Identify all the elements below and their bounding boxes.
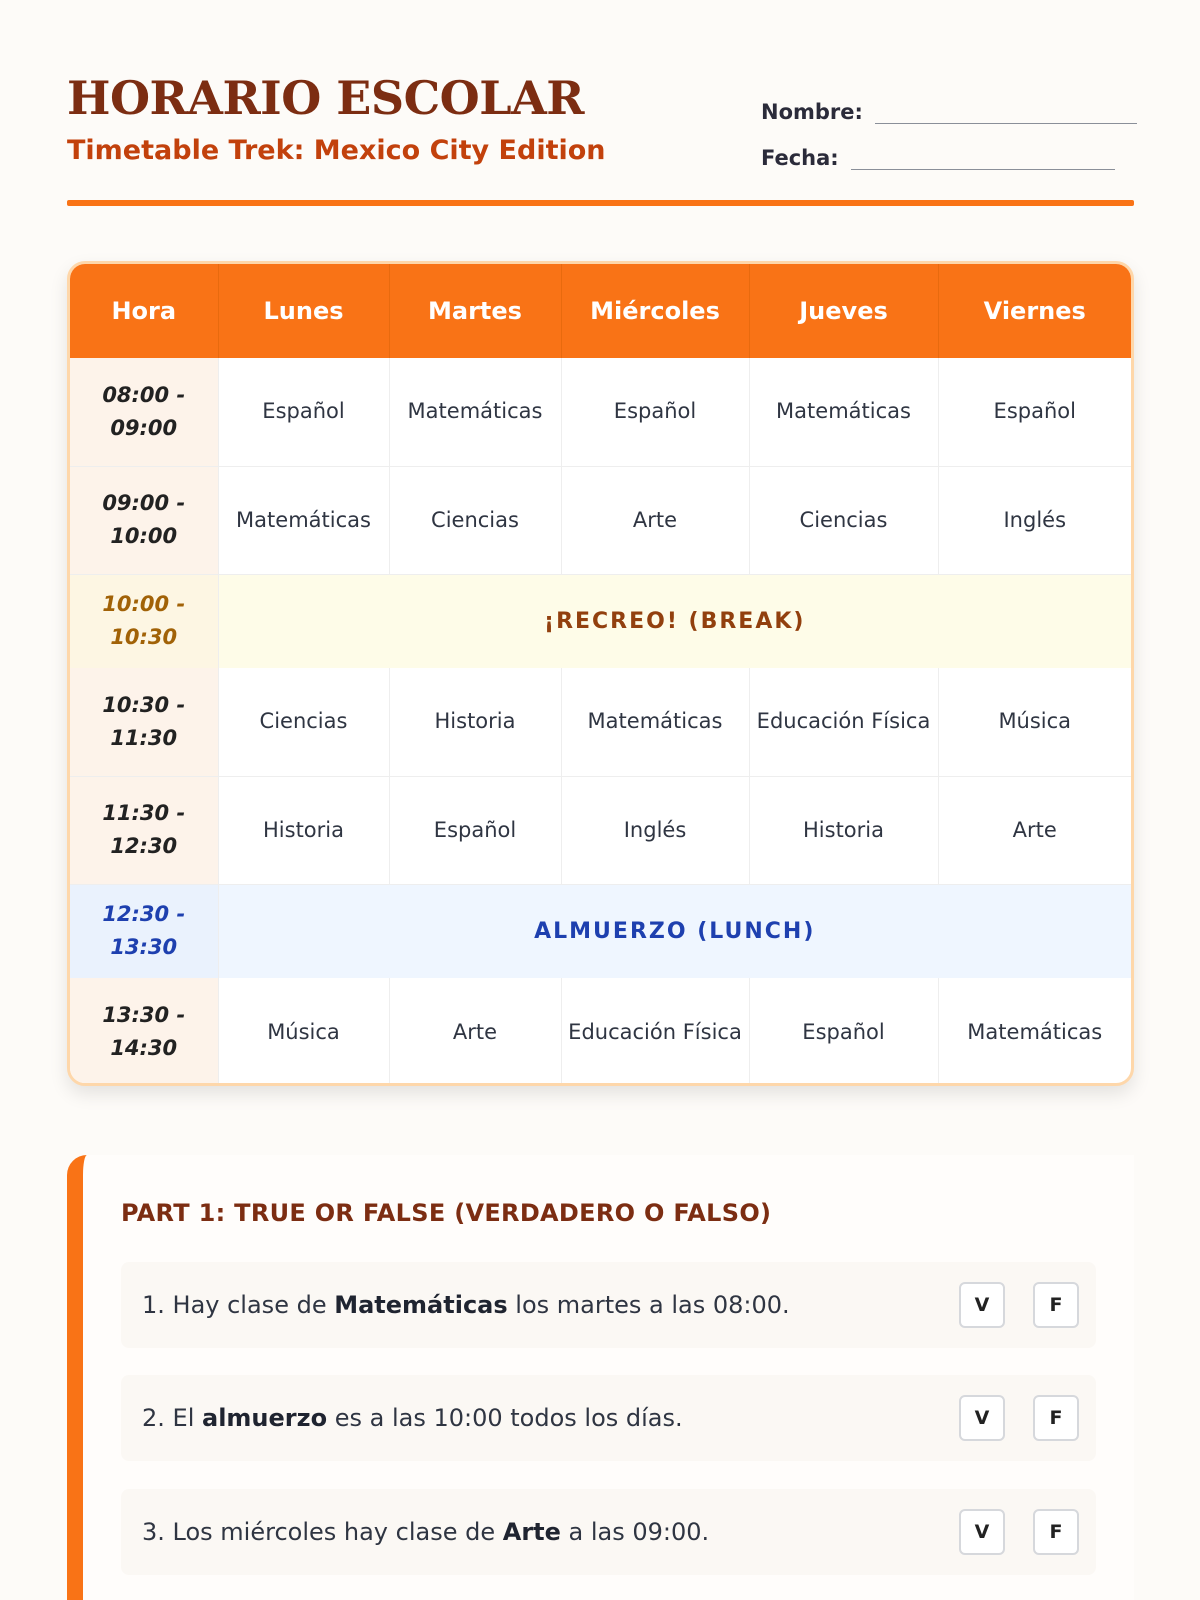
- time-cell: [70, 776, 218, 884]
- table-row: [70, 776, 1131, 884]
- time-cell: [70, 358, 218, 466]
- subject-cell: Ciencias: [749, 466, 938, 574]
- name-label: Nombre:: [761, 100, 863, 124]
- table-row: [70, 978, 1131, 1086]
- column-header-miercoles: Miércoles: [561, 264, 749, 358]
- subject-cell: Ciencias: [389, 466, 561, 574]
- date-input-line[interactable]: [851, 140, 1115, 170]
- header-divider: [67, 200, 1134, 206]
- lunch-banner: ALMUERZO (LUNCH): [218, 884, 1131, 978]
- subject-cell: Matemáticas: [389, 358, 561, 466]
- question-item: [121, 1262, 1096, 1348]
- break-banner: ¡RECREO! (BREAK): [218, 574, 1131, 668]
- false-checkbox[interactable]: F: [1033, 1395, 1079, 1441]
- timetable: [67, 261, 1134, 1086]
- subject-cell: Español: [938, 358, 1131, 466]
- time-start: 09:00 -: [102, 491, 186, 515]
- false-checkbox[interactable]: F: [1033, 1282, 1079, 1328]
- column-header-viernes: Viernes: [938, 264, 1131, 358]
- page-subtitle: Timetable Trek: Mexico City Edition: [67, 135, 606, 166]
- subject-cell: Historia: [749, 776, 938, 884]
- subject-cell: Matemáticas: [749, 358, 938, 466]
- time-end: 11:30: [110, 725, 178, 750]
- subject-cell: Matemáticas: [218, 466, 389, 574]
- time-start: 10:30 -: [102, 692, 186, 717]
- time-cell: [70, 884, 218, 978]
- time-start: 10:00 -: [102, 592, 186, 617]
- timetable-header-row: [70, 264, 1131, 358]
- lunch-row: [70, 884, 1131, 978]
- time-cell: [70, 978, 218, 1086]
- name-input-line[interactable]: [875, 94, 1137, 124]
- column-header-jueves: Jueves: [749, 264, 938, 358]
- page-title: HORARIO ESCOLAR: [67, 71, 585, 125]
- subject-cell: Educación Física: [561, 978, 749, 1086]
- question-text: 3. Los miércoles hay clase de Arte a las 09:00.: [142, 1518, 710, 1546]
- time-cell: [70, 668, 218, 776]
- table-row: [70, 358, 1131, 466]
- subject-cell: Música: [938, 668, 1131, 776]
- time-cell: [70, 574, 218, 668]
- subject-cell: Arte: [389, 978, 561, 1086]
- question-keyword: Matemáticas: [334, 1291, 508, 1319]
- time-end: 10:30: [110, 625, 178, 650]
- subject-cell: Español: [389, 776, 561, 884]
- table-row: [70, 466, 1131, 574]
- subject-cell: Ciencias: [218, 668, 389, 776]
- time-start: 12:30 -: [102, 902, 186, 927]
- column-header-lunes: Lunes: [218, 264, 389, 358]
- date-label: Fecha:: [761, 146, 839, 170]
- column-header-martes: Martes: [389, 264, 561, 358]
- subject-cell: Español: [218, 358, 389, 466]
- time-end: 12:30: [110, 834, 178, 858]
- time-end: 14:30: [110, 1036, 178, 1060]
- time-end: 13:30: [110, 935, 178, 960]
- question-text: 1. Hay clase de Matemáticas los martes a las 08:00.: [142, 1291, 790, 1319]
- true-checkbox[interactable]: V: [959, 1282, 1005, 1328]
- section-title: PART 1: TRUE OR FALSE (VERDADERO O FALSO): [121, 1199, 772, 1227]
- subject-cell: Historia: [389, 668, 561, 776]
- column-header-hora: Hora: [70, 264, 218, 358]
- question-keyword: almuerzo: [202, 1404, 328, 1432]
- table-row: [70, 668, 1131, 776]
- time-start: 11:30 -: [102, 801, 186, 825]
- subject-cell: Inglés: [938, 466, 1131, 574]
- subject-cell: Matemáticas: [967, 1019, 1103, 1044]
- time-end: 10:00: [110, 524, 178, 548]
- true-checkbox[interactable]: V: [959, 1395, 1005, 1441]
- question-text: 2. El almuerzo es a las 10:00 todos los días.: [142, 1404, 683, 1432]
- timetable-grid: [70, 264, 1131, 1086]
- subject-cell: Matemáticas: [561, 668, 749, 776]
- subject-cell: Historia: [218, 776, 389, 884]
- subject-cell: Música: [218, 978, 389, 1086]
- break-row: [70, 574, 1131, 668]
- time-cell: [70, 466, 218, 574]
- time-start: 08:00 -: [102, 382, 186, 407]
- question-item: [121, 1489, 1096, 1575]
- subject-cell: Educación Física: [749, 668, 938, 776]
- false-checkbox[interactable]: F: [1033, 1509, 1079, 1555]
- subject-cell: Español: [749, 978, 938, 1086]
- subject-cell: Inglés: [561, 776, 749, 884]
- true-checkbox[interactable]: V: [959, 1509, 1005, 1555]
- question-keyword: Arte: [502, 1518, 561, 1546]
- worksheet-header: [67, 72, 1134, 207]
- true-false-section: [67, 1155, 1134, 1600]
- name-field: [761, 94, 1137, 124]
- subject-cell: Español: [561, 358, 749, 466]
- subject-cell: Arte: [938, 776, 1131, 884]
- date-field: [761, 140, 1115, 170]
- time-start: 13:30 -: [102, 1003, 186, 1027]
- subject-cell: Arte: [561, 466, 749, 574]
- time-end: 09:00: [110, 415, 178, 440]
- question-item: [121, 1375, 1096, 1461]
